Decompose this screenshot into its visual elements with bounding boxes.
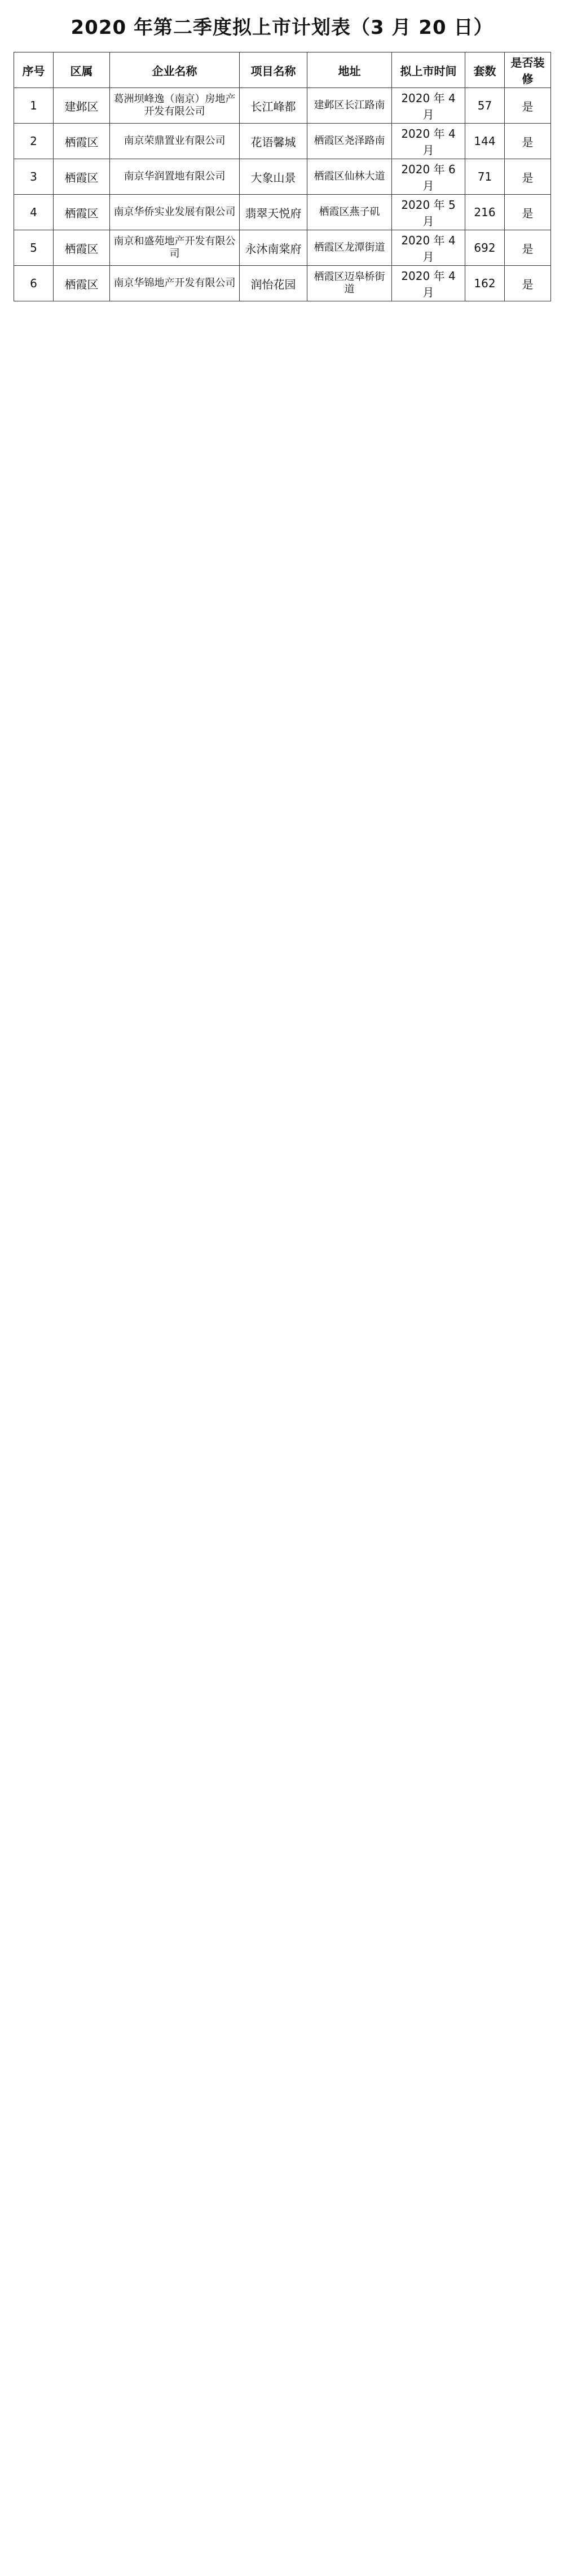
table-row xyxy=(14,88,551,124)
cell-district: 栖霞区 xyxy=(54,266,110,301)
cell-company: 南京荣鼎置业有限公司 xyxy=(110,124,240,159)
header-district: 区属 xyxy=(54,52,110,88)
cell-date: 2020 年 4 月 xyxy=(392,230,465,266)
cell-project: 大象山景 xyxy=(240,159,307,195)
cell-address: 栖霞区燕子矶 xyxy=(307,195,392,230)
cell-units: 57 xyxy=(465,88,505,124)
cell-decorated: 是 xyxy=(505,88,551,124)
cell-date: 2020 年 4 月 xyxy=(392,266,465,301)
cell-district: 建邺区 xyxy=(54,88,110,124)
cell-address: 栖霞区龙潭街道 xyxy=(307,230,392,266)
cell-date: 2020 年 5 月 xyxy=(392,195,465,230)
cell-decorated: 是 xyxy=(505,230,551,266)
cell-units: 216 xyxy=(465,195,505,230)
header-project: 项目名称 xyxy=(240,52,307,88)
table-row xyxy=(14,195,551,230)
cell-units: 71 xyxy=(465,159,505,195)
cell-decorated: 是 xyxy=(505,266,551,301)
cell-project: 花语馨城 xyxy=(240,124,307,159)
cell-no: 3 xyxy=(14,159,54,195)
page-title: 2020 年第二季度拟上市计划表（3 月 20 日） xyxy=(70,16,493,39)
cell-project: 翡翠天悦府 xyxy=(240,195,307,230)
cell-no: 1 xyxy=(14,88,54,124)
cell-project: 永沐南棠府 xyxy=(240,230,307,266)
cell-district: 栖霞区 xyxy=(54,124,110,159)
cell-units: 692 xyxy=(465,230,505,266)
table-header-row xyxy=(14,52,551,88)
cell-company: 南京华侨实业发展有限公司 xyxy=(110,195,240,230)
cell-date: 2020 年 6 月 xyxy=(392,159,465,195)
table-row xyxy=(14,230,551,266)
cell-decorated: 是 xyxy=(505,195,551,230)
header-decorated: 是否装修 xyxy=(505,52,551,88)
header-address: 地址 xyxy=(307,52,392,88)
cell-units: 144 xyxy=(465,124,505,159)
cell-company: 南京和盛苑地产开发有限公司 xyxy=(110,230,240,266)
cell-address: 栖霞区迈皋桥街道 xyxy=(307,266,392,301)
cell-address: 建邺区长江路南 xyxy=(307,88,392,124)
cell-address: 栖霞区仙林大道 xyxy=(307,159,392,195)
cell-company: 南京华锦地产开发有限公司 xyxy=(110,266,240,301)
table-row xyxy=(14,124,551,159)
listing-plan-table xyxy=(14,52,551,301)
cell-district: 栖霞区 xyxy=(54,230,110,266)
cell-date: 2020 年 4 月 xyxy=(392,88,465,124)
cell-units: 162 xyxy=(465,266,505,301)
cell-no: 5 xyxy=(14,230,54,266)
cell-project: 润怡花园 xyxy=(240,266,307,301)
cell-decorated: 是 xyxy=(505,124,551,159)
cell-company: 南京华润置地有限公司 xyxy=(110,159,240,195)
cell-address: 栖霞区尧泽路南 xyxy=(307,124,392,159)
header-date: 拟上市时间 xyxy=(392,52,465,88)
cell-no: 6 xyxy=(14,266,54,301)
header-company: 企业名称 xyxy=(110,52,240,88)
cell-no: 4 xyxy=(14,195,54,230)
table-row xyxy=(14,266,551,301)
cell-project: 长江峰都 xyxy=(240,88,307,124)
table-row xyxy=(14,159,551,195)
header-units: 套数 xyxy=(465,52,505,88)
cell-company: 葛洲坝峰逸（南京）房地产开发有限公司 xyxy=(110,88,240,124)
cell-district: 栖霞区 xyxy=(54,195,110,230)
cell-date: 2020 年 4 月 xyxy=(392,124,465,159)
cell-no: 2 xyxy=(14,124,54,159)
cell-decorated: 是 xyxy=(505,159,551,195)
header-no: 序号 xyxy=(14,52,54,88)
cell-district: 栖霞区 xyxy=(54,159,110,195)
